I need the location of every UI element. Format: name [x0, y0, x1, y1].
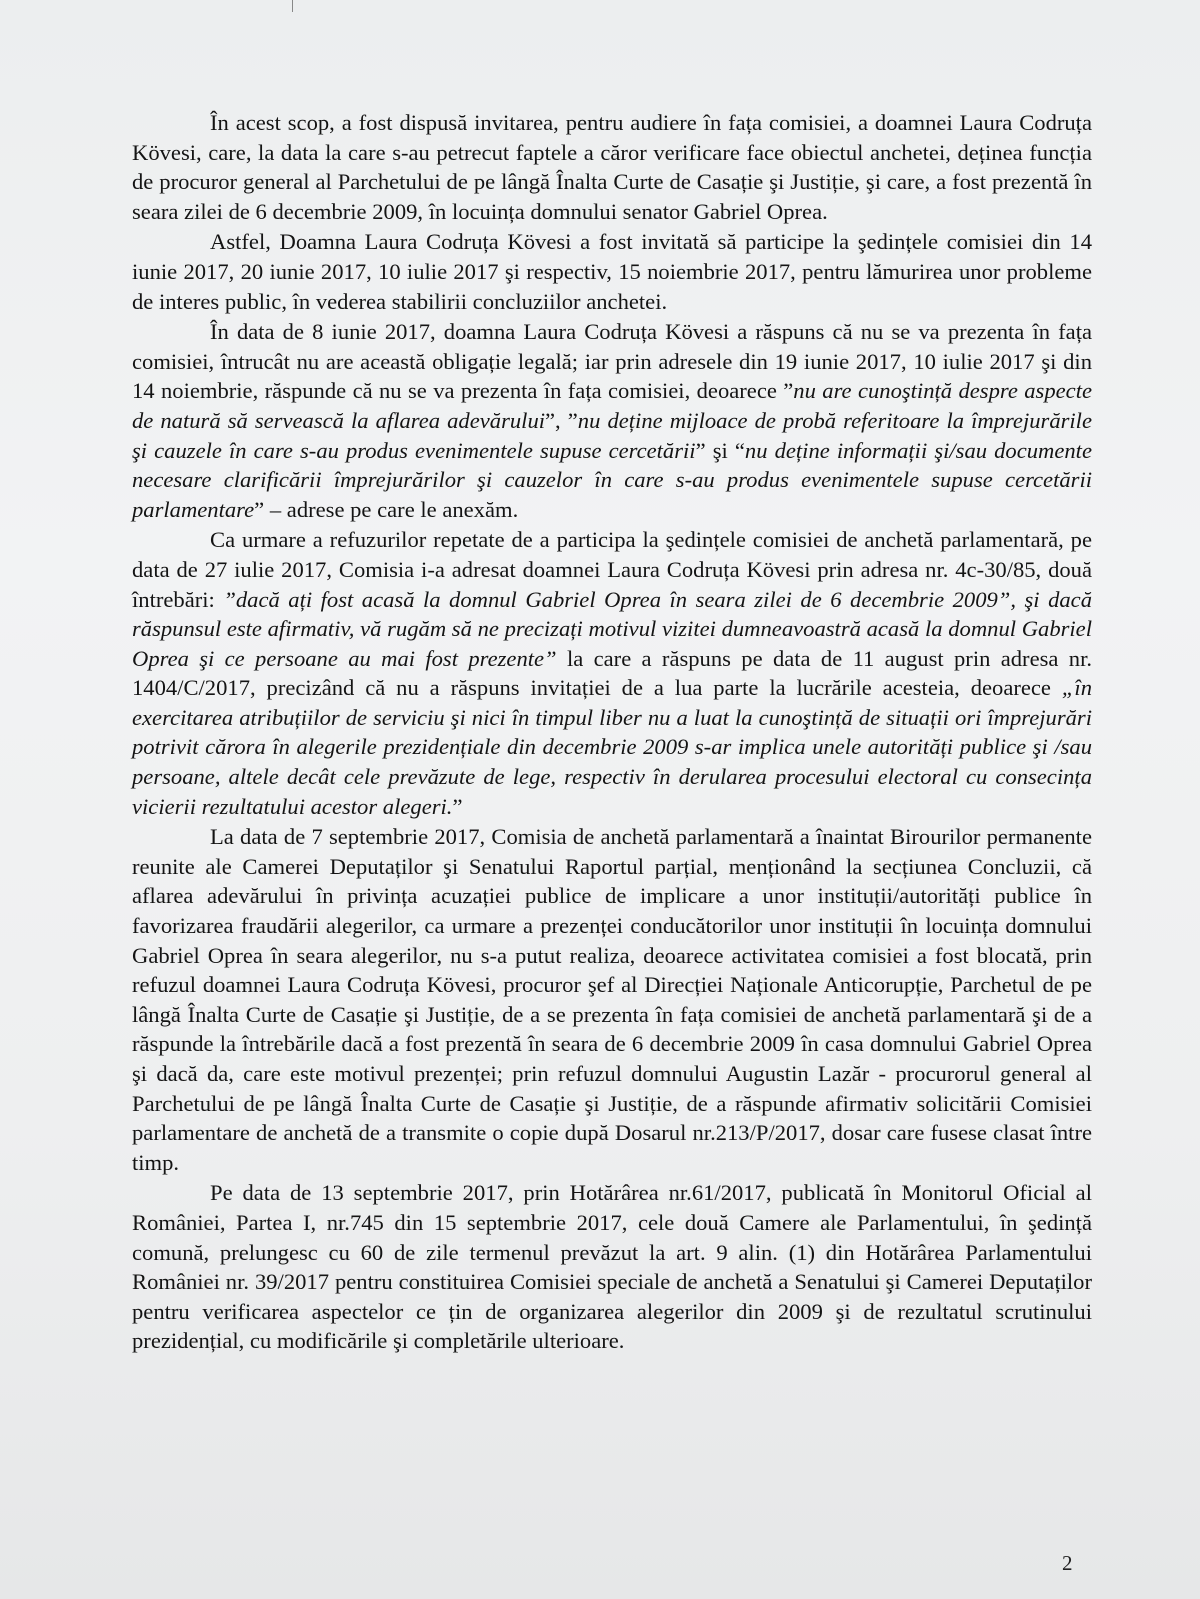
paragraph-text-segment: ” — [452, 793, 463, 819]
paragraph-text-segment: ”, ” — [545, 407, 578, 433]
paragraph-text-segment: Ca urmare a refuzurilor repetate de a participa la şedințele comisiei de anchetă parlamentară, pe data de 27 iulie 2017, Comisia i-a adresat doamnei Laura Codruța Kövesi prin adresa nr. 4c-30/85, două întrebări: — [132, 527, 1092, 612]
paragraph-text-segment: În data de 8 iunie 2017, doamna Laura Codruța Kövesi a răspuns că nu se va prezenta în fața comisiei, întrucât nu are această obligație legală; iar prin adresele din 19 iunie 2017, 10 iulie 2017 şi din 14 noiembrie, răspunde că nu se va prezenta în fața comisiei, deoarece ” — [132, 319, 1092, 404]
paragraph-meeting-invites: Astfel, Doamna Laura Codruța Kövesi a fost invitată să participe la şedințele comisiei din 14 iunie 2017, 20 iunie 2017, 10 iulie 2017 şi respectiv, 15 noiembrie 2017, pentru lămurirea unor probleme de interes public, în vederea stabilirii concluziilor anchetei. — [132, 229, 1092, 314]
paragraph-refusal-responses — [132, 317, 1092, 524]
page-edge-mark — [292, 0, 293, 12]
paragraph-text-segment: ” şi “ — [695, 437, 745, 463]
paragraph-deadline-extension: Pe data de 13 septembrie 2017, prin Hotărârea nr.61/2017, publicată în Monitorul Oficial al României, Partea I, nr.745 din 15 septembrie 2017, cele două Camere ale Parlamentului, în şedință comună, prelungesc cu 60 de zile termenul prevăzut la art. 9 alin. (1) din Hotărârea Parlamentului României nr. 39/2017 pentru constituirea Comisiei speciale de anchetă a Senatului şi Camerei Deputaților pentru verificarea aspectelor ce țin de organizarea alegerilor din 2009 şi de rezultatul scrutinului prezidențial, cu modificările şi completările ulterioare. — [132, 1180, 1092, 1354]
document-body — [132, 108, 1092, 1357]
page-number: 2 — [1062, 1551, 1073, 1575]
quoted-response: „în exercitarea atribuțiilor de serviciu şi nici în timpul liber nu a luat la cunoştință de situații ori împrejurări potrivit cărora în alegerile prezidențiale din decembrie 2009 s-ar implica unele autorități publice şi /sau persoane, altele decât cele prevăzute de lege, respectiv în derularea procesului electoral cu consecința vicierii rezultatului acestor alegeri. — [132, 675, 1092, 819]
paragraph-partial-report: La data de 7 septembrie 2017, Comisia de anchetă parlamentară a înaintat Birourilor permanente reunite ale Camerei Deputaților şi Senatului Raportul parțial, menționând la secțiunea Concluzii, că aflarea adevărului în privința acuzației publice de implicare a unor instituții/autorități publice în favorizarea fraudării alegerilor, ca urmare a prezenței conducătorilor unor instituții în locuința domnului Gabriel Oprea în seara alegerilor, nu s-a putut realiza, deoarece activitatea comisiei a fost blocată, prin refuzul doamnei Laura Codruța Kövesi, procuror şef al Direcției Naționale Anticorupție, Parchetul de pe lângă Înalta Curte de Casație şi Justiție, de a se prezenta în fața comisiei de anchetă parlamentară şi de a răspunde la întrebările dacă a fost prezentă în seara de 6 decembrie 2009 în casa domnului Gabriel Oprea şi dacă da, care este motivul prezenței; prin refuzul domnului Augustin Lazăr - procurorul general al Parchetului de pe lângă Înalta Curte de Casație şi Justiție, de a răspunde afirmativ solicitării Comisiei parlamentare de anchetă de a transmite o copie după Dosarul nr.213/P/2017, dosar care fusese clasat între timp. — [132, 824, 1092, 1175]
paragraph-commission-questions — [132, 525, 1092, 821]
paragraph-text-segment: ” – adrese pe care le anexăm. — [254, 496, 519, 522]
quoted-question: ”dacă ați fost acasă la domnul Gabriel Oprea în seara zilei de 6 decembrie 2009”, şi dacă răspunsul este afirmativ, vă rugăm să ne precizați motivul vizitei dumneavoastră acasă la domnul Gabriel Oprea şi ce persoane au mai fost prezente” — [132, 586, 1092, 671]
paragraph-text-segment: la care a răspuns pe data de 11 august prin adresa nr. 1404/C/2017, precizând că nu a răspuns invitației de a lua parte la lucrările acesteia, deoarece — [132, 645, 1092, 701]
quoted-response: nu are cunoştință despre aspecte de natură să servească la aflarea adevărului — [132, 378, 1093, 433]
quoted-response: nu deține informații şi/sau documente necesare clarificării împrejurărilor şi cauzelor în care s-au produs evenimentele supuse cercetării parlamentare — [132, 437, 1092, 522]
paragraph-invitation: În acest scop, a fost dispusă invitarea, pentru audiere în fața comisiei, a doamnei Laura Codruța Kövesi, care, la data la care s-au petrecut faptele a căror verificare face obiectul anchetei, deținea funcția de procuror general al Parchetului de pe lângă Înalta Curte de Casație şi Justiție, şi care, a fost prezentă în seara zilei de 6 decembrie 2009, în locuința domnului senator Gabriel Oprea. — [132, 110, 1092, 224]
quoted-response: nu deține mijloace de probă referitoare la împrejurările şi cauzele în care s-au produs evenimentele supuse cercetării — [132, 407, 1092, 463]
